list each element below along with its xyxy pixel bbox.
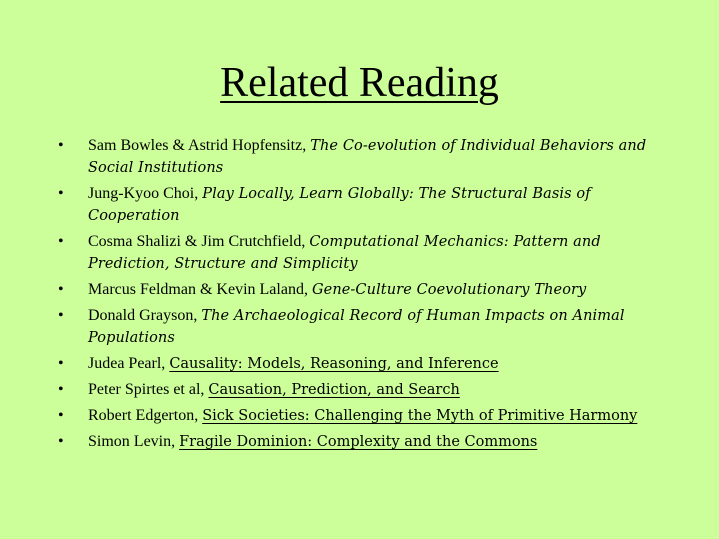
reading-item-grayson (58, 305, 658, 349)
author: Judea Pearl, (88, 355, 166, 372)
work-link[interactable]: Fragile Dominion: Complexity and the Commons (179, 434, 538, 450)
work-title: The Archaeological Record of Human Impacts on Animal Populations (88, 308, 625, 346)
reading-item-edgerton (58, 405, 658, 427)
reading-item-choi (58, 183, 658, 227)
author: Simon Levin, (88, 433, 176, 450)
bullet-icon: • (58, 355, 64, 372)
work-title: The Co-evolution of Individual Behaviors and Social Institutions (88, 138, 647, 176)
author: Donald Grayson, (88, 307, 198, 324)
reading-item-bowles-hopfensitz (58, 135, 658, 179)
bullet-icon: • (58, 281, 64, 298)
reading-item-pearl (58, 353, 658, 375)
work-link[interactable]: Causation, Prediction, and Search (208, 382, 460, 398)
work-title: Gene-Culture Coevolutionary Theory (311, 282, 587, 298)
bullet-icon: • (58, 407, 64, 424)
work-link[interactable]: Sick Societies: Challenging the Myth of Primitive Harmony (202, 408, 638, 424)
author: Peter Spirtes et al, (88, 381, 205, 398)
author: Sam Bowles & Astrid Hopfensitz, (88, 137, 307, 154)
bullet-icon: • (58, 233, 64, 250)
slide-title: Related Reading (220, 60, 499, 106)
author: Cosma Shalizi & Jim Crutchfield, (88, 233, 306, 250)
work-title: Play Locally, Learn Globally: The Structural Basis of Cooperation (88, 186, 591, 224)
author: Marcus Feldman & Kevin Laland, (88, 281, 308, 298)
reading-list (58, 135, 658, 457)
reading-item-shalizi-crutchfield (58, 231, 658, 275)
author: Robert Edgerton, (88, 407, 199, 424)
work-title: Computational Mechanics: Pattern and Prediction, Structure and Simplicity (88, 234, 601, 272)
bullet-icon: • (58, 307, 64, 324)
reading-item-spirtes (58, 379, 658, 401)
bullet-icon: • (58, 381, 64, 398)
reading-item-levin (58, 431, 658, 453)
bullet-icon: • (58, 137, 64, 154)
author: Jung-Kyoo Choi, (88, 185, 199, 202)
bullet-icon: • (58, 433, 64, 450)
bullet-icon: • (58, 185, 64, 202)
work-link[interactable]: Causality: Models, Reasoning, and Inference (169, 356, 499, 372)
reading-item-feldman-laland (58, 279, 658, 301)
